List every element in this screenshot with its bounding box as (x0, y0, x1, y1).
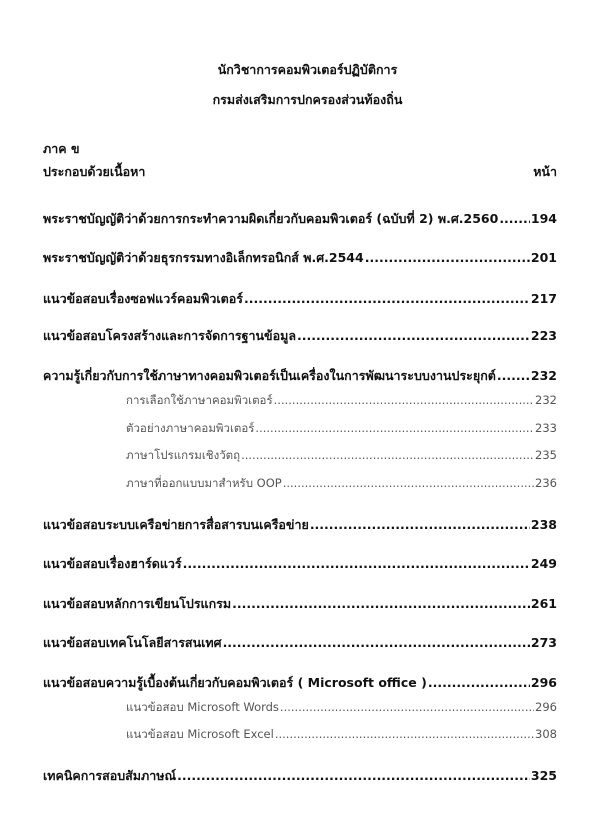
toc-entry[interactable] (43, 366, 557, 386)
toc-entry[interactable] (43, 209, 557, 229)
toc-entry-title: แนวข้อสอบหลักการเขียนโปรแกรม (43, 596, 232, 611)
toc-entry[interactable] (126, 726, 557, 744)
dot-leader (297, 328, 530, 343)
dot-leader (497, 368, 530, 383)
dot-leader (255, 421, 534, 435)
toc-entry[interactable] (126, 447, 557, 465)
toc-entry[interactable] (43, 766, 557, 786)
dot-leader (283, 476, 534, 490)
toc-entry-page: 235 (535, 448, 557, 462)
toc-entry-title: แนวข้อสอบเทคโนโลยีสารสนเทศ (43, 635, 222, 650)
dot-leader (232, 596, 530, 611)
toc-entry-page: 223 (530, 328, 557, 343)
part-label: ภาค ข (43, 141, 80, 156)
toc-entry-title: ตัวอย่างภาษาคอมพิวเตอร์ (126, 421, 255, 435)
dot-leader (244, 291, 530, 306)
dot-leader (365, 250, 530, 265)
toc-entry[interactable] (43, 248, 557, 268)
toc-entry[interactable] (43, 673, 557, 693)
toc-entry-title: แนวข้อสอบ Microsoft Words (126, 700, 279, 714)
toc-entry[interactable] (126, 475, 557, 493)
toc-entry[interactable] (43, 554, 557, 574)
toc-entry-page: 201 (530, 250, 557, 265)
toc-entry-title: แนวข้อสอบโครงสร้างและการจัดการฐานข้อมูล (43, 328, 296, 343)
toc-entry[interactable] (43, 515, 557, 535)
toc-entry-title: เทคนิคการสอบสัมภาษณ์ (43, 768, 177, 783)
contents-label: ประกอบด้วยเนื้อหา (43, 164, 146, 179)
dot-leader (280, 700, 534, 714)
toc-entry-page: 296 (530, 675, 557, 690)
toc-entry-page: 308 (535, 727, 557, 741)
toc-entry-page: 238 (530, 517, 557, 532)
toc-entry-page: 249 (530, 556, 557, 571)
toc-entry[interactable] (43, 289, 557, 309)
toc-entry[interactable] (43, 633, 557, 653)
toc-entry-title: ภาษาโปรแกรมเชิงวัตถุ (126, 448, 241, 462)
dot-leader (183, 556, 530, 571)
toc-entry-page: 217 (530, 291, 557, 306)
toc-entry-page: 232 (535, 393, 557, 407)
toc-entry-page: 296 (535, 700, 557, 714)
toc-entry-title: แนวข้อสอบความรู้เบื้องต้นเกี่ยวกับคอมพิวเตอร์ ( Microsoft office ) (43, 675, 427, 690)
dot-leader (241, 448, 534, 462)
dot-leader (428, 675, 530, 690)
toc-entry[interactable] (126, 392, 557, 410)
toc-entry-page: 194 (530, 211, 557, 226)
toc-entry[interactable] (43, 326, 557, 346)
dot-leader (223, 635, 530, 650)
toc-entry[interactable] (43, 594, 557, 614)
toc-entry-page: 261 (530, 596, 557, 611)
toc-entry-page: 236 (535, 476, 557, 490)
toc-entry[interactable] (126, 699, 557, 717)
toc-entry-title: แนวข้อสอบเรื่องซอฟแวร์คอมพิวเตอร์ (43, 291, 243, 306)
toc-entry-title: พระราชบัญญัติว่าด้วยธุรกรรมทางอิเล็กทรอนิกส์ พ.ศ.2544 (43, 250, 364, 265)
toc-entry-title: ความรู้เกี่ยวกับการใช้ภาษาทางคอมพิวเตอร์เป็นเครื่องในการพัฒนาระบบงานประยุกต์ (43, 368, 496, 383)
document-title: นักวิชาการคอมพิวเตอร์ปฏิบัติการ (217, 62, 398, 77)
toc-entry-title: ภาษาที่ออกแบบมาสำหรับ OOP (126, 476, 282, 490)
toc-entry[interactable] (126, 420, 557, 438)
toc-entry-page: 233 (535, 421, 557, 435)
dot-leader (275, 727, 534, 741)
toc-entry-title: แนวข้อสอบ Microsoft Excel (126, 727, 274, 741)
toc-entry-page: 273 (530, 635, 557, 650)
dot-leader (499, 211, 530, 226)
toc-entry-title: พระราชบัญญัติว่าด้วยการกระทำความผิดเกี่ยวกับคอมพิวเตอร์ (ฉบับที่ 2) พ.ศ.2560 (43, 211, 499, 226)
dot-leader (177, 768, 530, 783)
page-column-label: หน้า (533, 164, 557, 179)
toc-entry-page: 232 (530, 368, 557, 383)
toc-entry-page: 325 (530, 768, 557, 783)
document-subtitle: กรมส่งเสริมการปกครองส่วนท้องถิ่น (212, 92, 403, 107)
toc-entry-title: แนวข้อสอบเรื่องฮาร์ดแวร์ (43, 556, 182, 571)
toc-entry-title: แนวข้อสอบระบบเครือข่ายการสื่อสารบนเครือข่าย (43, 517, 309, 532)
dot-leader (274, 393, 534, 407)
dot-leader (310, 517, 530, 532)
toc-entry-title: การเลือกใช้ภาษาคอมพิวเตอร์ (126, 393, 273, 407)
